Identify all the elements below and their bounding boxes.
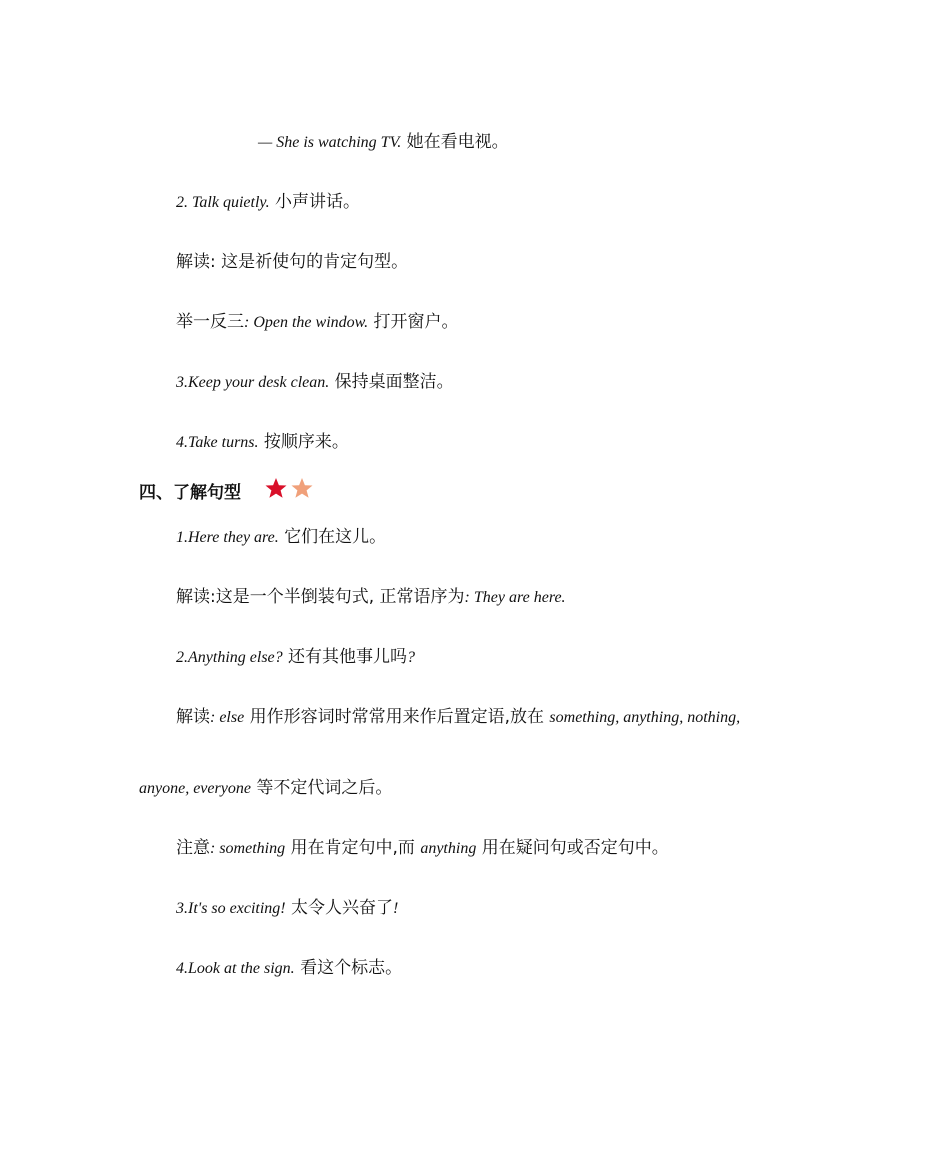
chinese-text: 用在疑问句或否定句中。 xyxy=(476,838,669,858)
chinese-text: 看这个标志。 xyxy=(294,958,403,978)
chinese-text: 用在肯定句中,而 xyxy=(285,838,421,858)
chinese-text: 注意 xyxy=(176,838,210,858)
section-heading: 四、了解句型 xyxy=(139,483,241,503)
english-text: 1.Here they are. xyxy=(176,529,279,546)
english-text: something, anything, nothing, xyxy=(549,709,741,726)
explanation-continuation xyxy=(139,777,392,800)
sentence-item xyxy=(176,371,454,394)
sentence-item xyxy=(176,897,398,920)
difficulty-stars xyxy=(264,476,316,502)
sentence-item xyxy=(176,431,349,454)
chinese-text: 她在看电视。 xyxy=(401,132,509,152)
sentence-item xyxy=(176,526,386,549)
english-text: 2.Anything else? xyxy=(176,649,283,666)
english-text: : something xyxy=(210,840,286,857)
chinese-text: 举一反三 xyxy=(176,312,244,332)
english-text: 3.It's so exciting! xyxy=(176,900,286,917)
sentence-item xyxy=(176,957,402,980)
chinese-text: 解读: 这是祈使句的肯定句型。 xyxy=(176,252,409,272)
english-text: 4.Take turns. xyxy=(176,434,259,451)
english-text: 3.Keep your desk clean. xyxy=(176,374,330,391)
english-text: 4.Look at the sign. xyxy=(176,960,295,977)
chinese-text: 按顺序来。 xyxy=(258,432,349,452)
explanation-line xyxy=(176,586,566,609)
chinese-text: 它们在这儿。 xyxy=(278,527,387,547)
english-text: : else xyxy=(210,709,245,726)
sentence-item xyxy=(176,646,415,669)
english-text: : Open the window. xyxy=(244,314,369,331)
chinese-text: 解读:这是一个半倒装句式, 正常语序为 xyxy=(176,587,465,607)
chinese-text: 保持桌面整洁。 xyxy=(329,372,454,392)
chinese-text: 等不定代词之后。 xyxy=(250,778,393,798)
english-text: : They are here. xyxy=(464,589,566,606)
star-icon xyxy=(292,478,313,498)
note-line xyxy=(176,837,669,860)
english-text: — She is watching TV. xyxy=(258,134,402,151)
chinese-text: 用作形容词时常常用来作后置定语,放在 xyxy=(244,707,550,727)
english-text: anything xyxy=(420,840,477,857)
english-text: 2. Talk quietly. xyxy=(176,194,270,211)
chinese-text: 打开窗户。 xyxy=(368,312,459,332)
english-text: anyone, everyone xyxy=(139,780,251,797)
chinese-text: 解读 xyxy=(176,707,210,727)
example-answer-line xyxy=(258,131,509,154)
explanation-line xyxy=(176,251,408,273)
practice-line xyxy=(176,311,459,334)
english-text: ? xyxy=(407,649,416,666)
explanation-line xyxy=(176,706,740,729)
star-icon xyxy=(266,478,287,498)
chinese-text: 还有其他事儿吗 xyxy=(282,647,408,667)
english-text: ! xyxy=(393,900,399,917)
sentence-item xyxy=(176,191,360,214)
chinese-text: 太令人兴奋了 xyxy=(285,898,394,918)
chinese-text: 小声讲话。 xyxy=(269,192,361,212)
